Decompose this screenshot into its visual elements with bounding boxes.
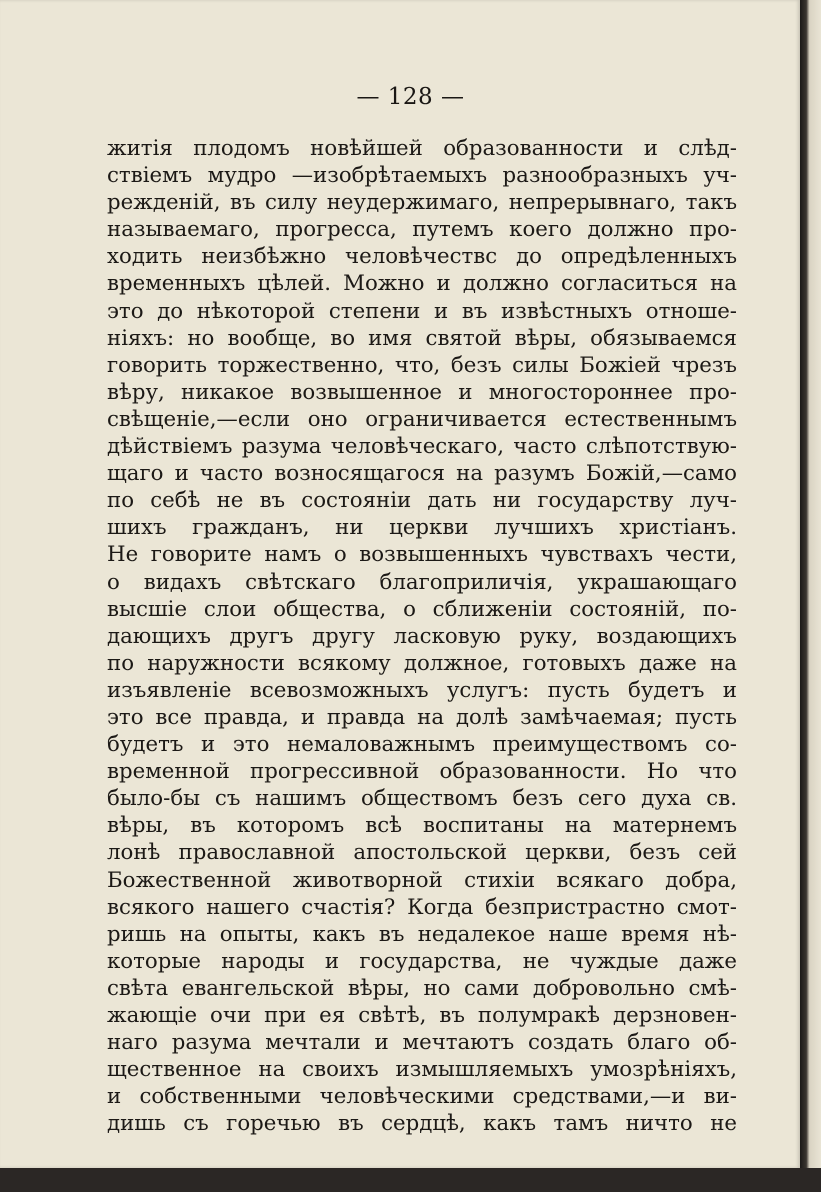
text-line: это до нѣкоторой степени и въ извѣстныхъ отноше- <box>107 298 737 324</box>
text-line: будетъ и это немаловажнымъ преимуществомъ со- <box>107 732 737 758</box>
text-line: свѣта евангельской вѣры, но сами добровольно смѣ- <box>107 975 737 1001</box>
text-line: Не говорите намъ о возвышенныхъ чувствахъ чести, <box>107 542 737 568</box>
text-line: временной прогрессивной образованности. Но что <box>107 759 737 785</box>
text-line: временныхъ цѣлей. Можно и должно согласиться на <box>107 271 737 297</box>
scan-bottom-border <box>0 1168 821 1192</box>
text-line: житія плодомъ новѣйшей образованности и слѣд- <box>107 136 737 161</box>
text-line: по наружности всякому должное, готовыхъ даже на <box>107 650 737 676</box>
text-line: которые народы и государства, не чуждые даже <box>107 948 737 974</box>
text-line: лонѣ православной апостольской церкви, безъ сей <box>107 840 737 866</box>
page-number: — 128 — <box>356 84 465 110</box>
text-line: и собственными человѣческими средствами,—и ви- <box>107 1084 737 1110</box>
text-line: шихъ гражданъ, ни церкви лучшихъ христіанъ. <box>107 515 737 541</box>
text-line: всякого нашего счастія? Когда безпристрастно смот- <box>107 894 737 920</box>
text-line: наго разума мечтали и мечтаютъ создать благо об- <box>107 1030 737 1056</box>
text-line: свѣщеніе,—если оно ограничивается естественнымъ <box>107 406 737 432</box>
text-line: называемаго, прогресса, путемъ коего должно про- <box>107 217 737 243</box>
text-line: это все правда, и правда на долѣ замѣчаемая; пусть <box>107 704 737 730</box>
text-line: жающіе очи при ея свѣтѣ, въ полумракѣ дерзновен- <box>107 1003 737 1028</box>
text-line: вѣры, въ которомъ всѣ воспитаны на матернемъ <box>107 813 737 839</box>
text-line: говорить торжественно, что, безъ силы Божіей чрезъ <box>107 352 737 378</box>
text-line: дающихъ другъ другу ласковую руку, воздающихъ <box>107 623 737 649</box>
text-line: было-бы съ нашимъ обществомъ безъ сего духа св. <box>107 786 737 812</box>
text-line: щественное на своихъ измышляемыхъ умозрѣніяхъ, <box>107 1057 737 1083</box>
text-line: высшіе слои общества, о сближеніи состояній, по- <box>107 596 737 622</box>
text-line: ходить неизбѣжно человѣчествс до опредѣленныхъ <box>107 244 737 270</box>
text-line: режденій, въ силу неудержимаго, непрерывнаго, такъ <box>107 190 737 216</box>
text-line: ришь на опыты, какъ въ недалекое наше время нѣ- <box>107 921 737 947</box>
text-line: ствіемъ мудро —изобрѣтаемыхъ разнообразныхъ уч- <box>107 163 737 189</box>
body-text <box>107 135 737 1137</box>
text-line: о видахъ свѣтскаго благоприличія, украшающаго <box>107 569 737 595</box>
text-line: щаго и часто возносящагося на разумъ Божій,—само <box>107 461 737 487</box>
text-line: изъявленіе всевозможныхъ услугъ: пусть будетъ и <box>107 677 737 703</box>
text-line: дишь съ горечью въ сердцѣ, какъ тамъ ничто не <box>107 1111 737 1137</box>
text-line: вѣру, никакое возвышенное и многостороннее про- <box>107 379 737 405</box>
text-line: Божественной животворной стихіи всякаго добра, <box>107 867 737 893</box>
adjacent-page-edge <box>800 0 821 1192</box>
text-line: дѣйствіемъ разума человѣческаго, часто слѣпотствую- <box>107 434 737 460</box>
text-line: по себѣ не въ состояніи дать ни государству луч- <box>107 488 737 514</box>
text-line: ніяхъ: но вообще, во имя святой вѣры, обязываемся <box>107 325 737 351</box>
